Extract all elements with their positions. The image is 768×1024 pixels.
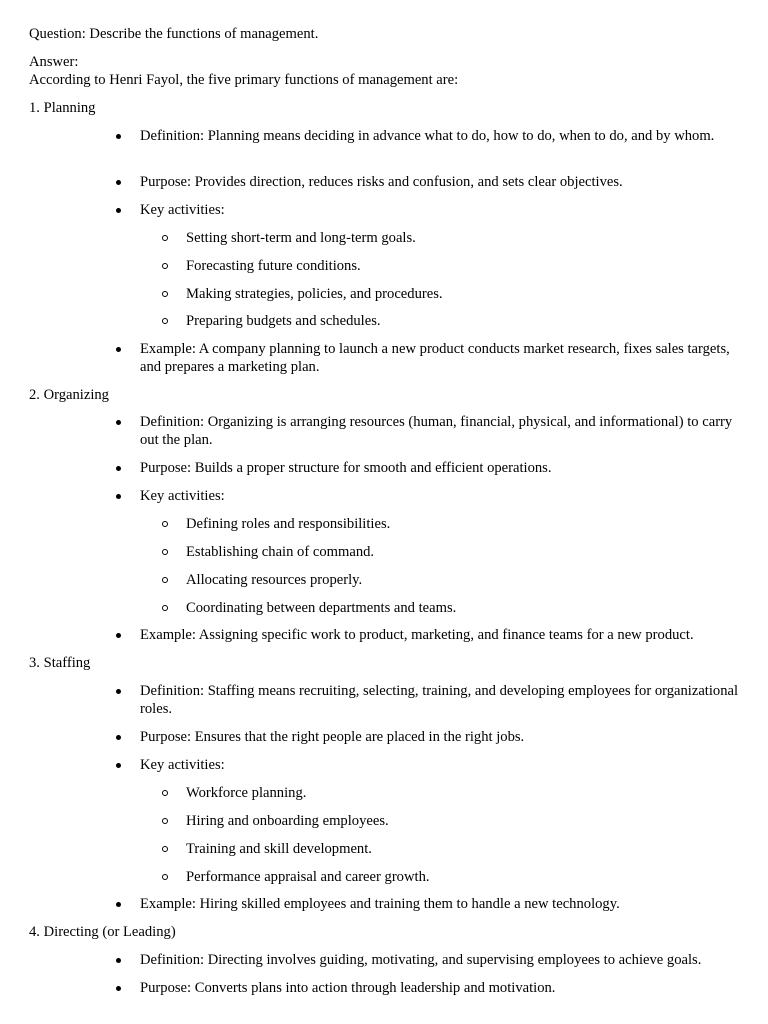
sub-bullet-circle bbox=[162, 263, 168, 269]
section-heading-organizing: 2. Organizing bbox=[29, 387, 109, 403]
bullet-dot bbox=[116, 494, 121, 499]
staffing-activity: Workforce planning. bbox=[186, 785, 307, 801]
answer-label: Answer: bbox=[29, 54, 79, 70]
staffing-activity: Training and skill development. bbox=[186, 841, 372, 857]
planning-key-activities-label: Key activities: bbox=[140, 202, 225, 218]
sub-bullet-circle bbox=[162, 549, 168, 555]
directing-purpose: Purpose: Converts plans into action through leadership and motivation. bbox=[140, 980, 556, 996]
bullet-dot bbox=[116, 180, 121, 185]
organizing-activity: Allocating resources properly. bbox=[186, 572, 363, 588]
section-heading-staffing: 3. Staffing bbox=[29, 655, 91, 671]
organizing-definition: Definition: Organizing is arranging resources (human, financial, physical, and informational) to carry out the plan. bbox=[140, 414, 733, 448]
section-heading-directing: 4. Directing (or Leading) bbox=[29, 924, 176, 940]
sub-bullet-circle bbox=[162, 521, 168, 527]
staffing-activity: Hiring and onboarding employees. bbox=[186, 813, 389, 829]
sub-bullet-circle bbox=[162, 874, 168, 880]
bullet-dot bbox=[116, 208, 121, 213]
sub-bullet-circle bbox=[162, 818, 168, 824]
bullet-dot bbox=[116, 902, 121, 907]
intro-text: According to Henri Fayol, the five primary functions of management are: bbox=[29, 72, 459, 88]
planning-definition: Definition: Planning means deciding in advance what to do, how to do, when to do, and by whom. bbox=[140, 128, 715, 144]
planning-activity: Forecasting future conditions. bbox=[186, 258, 361, 274]
bullet-dot bbox=[116, 420, 121, 425]
sub-bullet-circle bbox=[162, 605, 168, 611]
organizing-activity: Coordinating between departments and teams. bbox=[186, 600, 457, 616]
bullet-dot bbox=[116, 633, 121, 638]
sub-bullet-circle bbox=[162, 846, 168, 852]
staffing-key-activities-label: Key activities: bbox=[140, 757, 225, 773]
sub-bullet-circle bbox=[162, 790, 168, 796]
staffing-activity: Performance appraisal and career growth. bbox=[186, 869, 430, 885]
organizing-activity: Establishing chain of command. bbox=[186, 544, 375, 560]
sub-bullet-circle bbox=[162, 235, 168, 241]
bullet-dot bbox=[116, 347, 121, 352]
organizing-key-activities-label: Key activities: bbox=[140, 488, 225, 504]
staffing-example: Example: Hiring skilled employees and training them to handle a new technology. bbox=[140, 896, 620, 912]
bullet-dot bbox=[116, 763, 121, 768]
planning-purpose: Purpose: Provides direction, reduces risks and confusion, and sets clear objectives. bbox=[140, 174, 623, 190]
organizing-activity: Defining roles and responsibilities. bbox=[186, 516, 391, 532]
organizing-purpose: Purpose: Builds a proper structure for smooth and efficient operations. bbox=[140, 460, 552, 476]
staffing-purpose: Purpose: Ensures that the right people are placed in the right jobs. bbox=[140, 729, 525, 745]
sub-bullet-circle bbox=[162, 291, 168, 297]
bullet-dot bbox=[116, 735, 121, 740]
sub-bullet-circle bbox=[162, 318, 168, 324]
planning-activity: Preparing budgets and schedules. bbox=[186, 313, 381, 329]
question-text: Question: Describe the functions of management. bbox=[29, 26, 319, 42]
bullet-dot bbox=[116, 134, 121, 139]
bullet-dot bbox=[116, 986, 121, 991]
directing-definition: Definition: Directing involves guiding, motivating, and supervising employees to achieve goals. bbox=[140, 952, 702, 968]
organizing-example: Example: Assigning specific work to product, marketing, and finance teams for a new product. bbox=[140, 627, 694, 643]
bullet-dot bbox=[116, 466, 121, 471]
staffing-definition: Definition: Staffing means recruiting, selecting, training, and developing employees for organizational roles. bbox=[140, 683, 739, 717]
planning-example: Example: A company planning to launch a new product conducts market research, fixes sales targets, and prepares a marketing plan. bbox=[140, 341, 730, 375]
section-heading-planning: 1. Planning bbox=[29, 100, 96, 116]
bullet-dot bbox=[116, 689, 121, 694]
bullet-dot bbox=[116, 958, 121, 963]
sub-bullet-circle bbox=[162, 577, 168, 583]
planning-activity: Making strategies, policies, and procedures. bbox=[186, 286, 443, 302]
planning-activity: Setting short-term and long-term goals. bbox=[186, 230, 416, 246]
